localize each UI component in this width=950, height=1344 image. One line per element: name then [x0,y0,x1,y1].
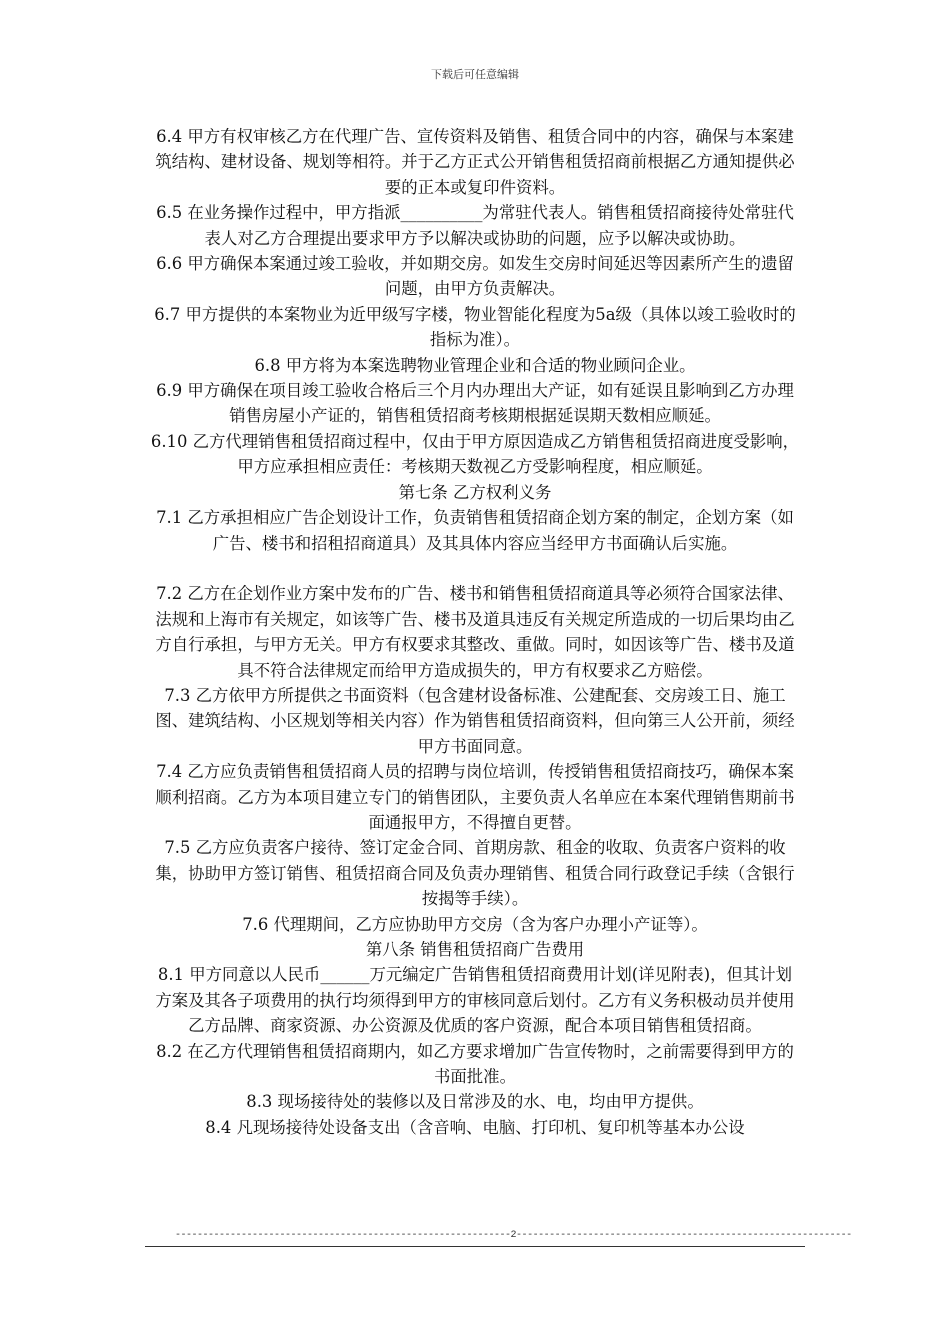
blank-line [150,556,800,581]
footer-divider [145,1246,805,1247]
clause-6-6: 6.6 甲方确保本案通过竣工验收，并如期交房。如发生交房时间延迟等因素所产生的遗留问题，由甲方负责解决。 [156,254,794,299]
clause-7-5: 7.5 乙方应负责客户接待、签订定金合同、首期房款、租金的收取、负责客户资料的收集，协助甲方签订销售、租赁招商合同及负责办理销售、租赁合同行政登记手续（含银行按揭等手续）。 [155,838,795,909]
clause-7-2: 7.2 乙方在企划作业方案中发布的广告、楼书和销售租赁招商道具等必须符合国家法律、法规和上海市有关规定，如该等广告、楼书及道具违反有关规定所造成的一切后果均由乙方自行承担，与甲方无关。甲方有权要求其整改、重做。同时，如因该等广告、楼书及道具不符合法律规定而给甲方造成损失的，甲方有权要求乙方赔偿。 [155,584,795,680]
clause-7-3: 7.3 乙方依甲方所提供之书面资料（包含建材设备标准、公建配套、交房竣工日、施工图、建筑结构、小区规划等相关内容）作为销售租赁招商资料，但向第三人公开前，须经甲方书面同意。 [155,685,795,756]
clause-7-1: 7.1 乙方承担相应广告企划设计工作，负责销售租赁招商企划方案的制定，企划方案（如广告、楼书和招租招商道具）及其具体内容应当经甲方书面确认后实施。 [156,508,794,553]
clause-6-8: 6.8 甲方将为本案选聘物业管理企业和合适的物业顾问企业。 [254,355,696,375]
article-7-heading: 第七条 乙方权利义务 [398,482,552,502]
header-note: 下载后可任意编辑 [431,68,519,81]
clause-6-7: 6.7 甲方提供的本案物业为近甲级写字楼，物业智能化程度为5a级（具体以竣工验收时的指标为准）。 [154,304,796,350]
clause-6-9: 6.9 甲方确保在项目竣工验收合格后三个月内办理出大产证，如有延误且影响到乙方办理销售房屋小产证的，销售租赁招商考核期根据延误期天数相应顺延。 [156,381,794,426]
clause-8-1: 8.1 甲方同意以人民币______万元编定广告销售租赁招商费用计划(详见附表)，但其计划方案及其各子项费用的执行均须得到甲方的审核同意后划付。乙方有义务积极动员并使用乙方品牌、商家资源、办公资源及优质的客户资源，配合本项目销售租赁招商。 [155,965,795,1036]
clause-6-10: 6.10 乙方代理销售租赁招商过程中，仅由于甲方原因造成乙方销售租赁招商进度受影响，甲方应承担相应责任：考核期天数视乙方受影响程度，相应顺延。 [150,431,800,477]
clause-6-5: 6.5 在业务操作过程中，甲方指派__________为常驻代表人。销售租赁招商接待处常驻代表人对乙方合理提出要求甲方予以解决或协助的问题，应予以解决或协助。 [156,203,794,248]
clause-8-4: 8.4 凡现场接待处设备支出（含音响、电脑、打印机、复印机等基本办公设 [205,1117,745,1137]
article-8-heading: 第八条 销售租赁招商广告费用 [365,939,585,959]
clause-7-6: 7.6 代理期间，乙方应协助甲方交房（含为客户办理小产证等）。 [242,914,708,934]
clause-7-4: 7.4 乙方应负责销售租赁招商人员的招聘与岗位培训，传授销售租赁招商技巧，确保本案顺利招商。乙方为本项目建立专门的销售团队，主要负责人名单应在本案代理销售期前书面通报甲方，不得擅自更替。 [155,762,795,832]
clause-8-3: 8.3 现场接待处的装修以及日常涉及的水、电，均由甲方提供。 [246,1092,704,1112]
document-body [150,124,800,1140]
page-number-line: -------------------------------------------------------------2------------------------------------------------------------- [175,1230,852,1241]
clause-8-2: 8.2 在乙方代理销售租赁招商期内，如乙方要求增加广告宣传物时，之前需要得到甲方的书面批准。 [156,1041,794,1087]
clause-6-4: 6.4 甲方有权审核乙方在代理广告、宣传资料及销售、租赁合同中的内容，确保与本案建筑结构、建材设备、规划等相符。并于乙方正式公开销售租赁招商前根据乙方通知提供必要的正本或复印件资料。 [155,127,795,197]
